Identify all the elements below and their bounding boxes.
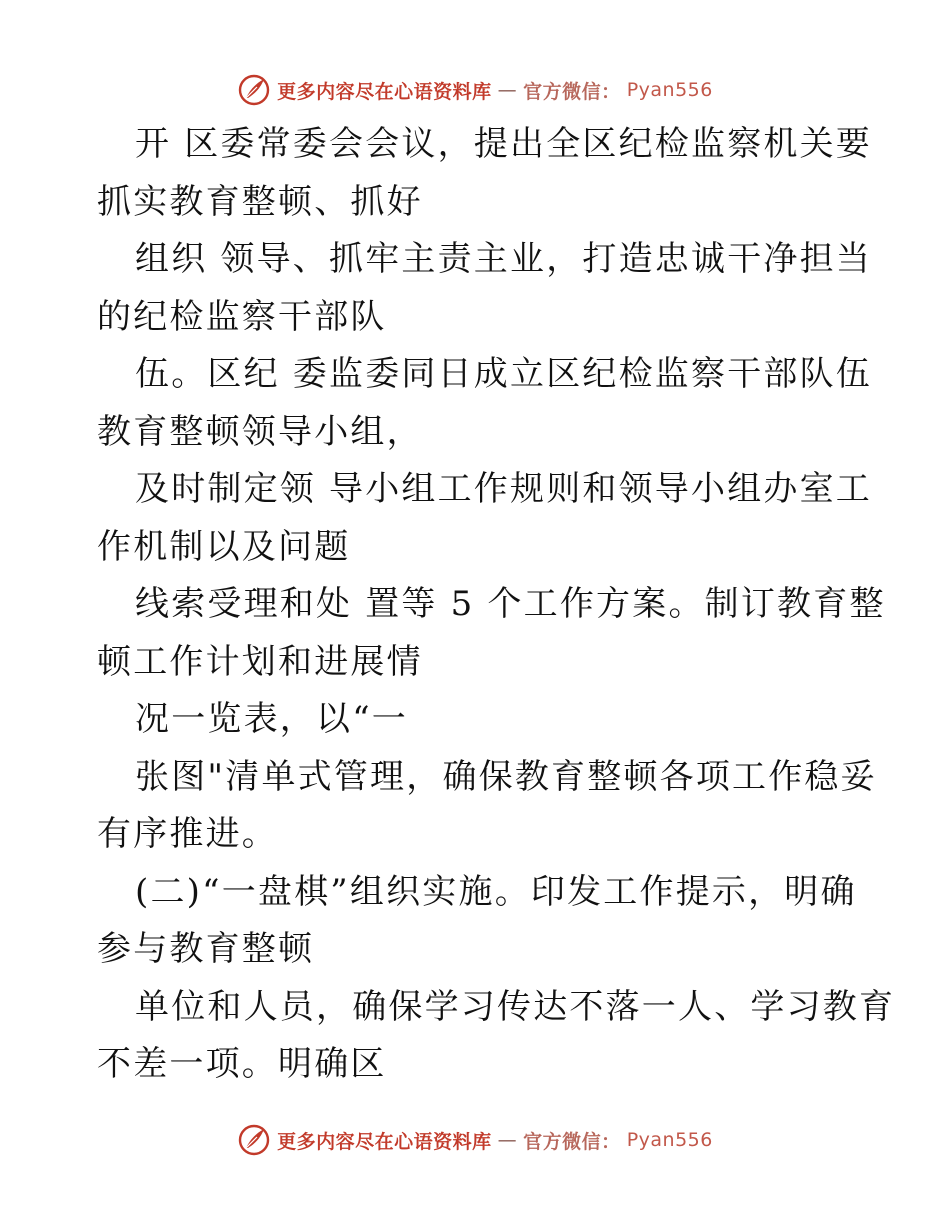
footer-banner bbox=[0, 1120, 950, 1160]
banner-dash: — bbox=[497, 79, 518, 101]
feather-pen-logo-icon bbox=[237, 73, 271, 107]
banner-slogan: 更多内容尽在心语资料库 bbox=[277, 1130, 492, 1153]
text-line: 作机制以及问题 bbox=[97, 526, 351, 567]
text-line: 教育整顿领导小组， bbox=[97, 411, 423, 452]
banner-wechat-label: 官方微信： bbox=[523, 80, 621, 103]
text-line: 伍。区纪 委监委同日成立区纪检监察干部队伍 bbox=[135, 354, 873, 394]
banner-slogan: 更多内容尽在心语资料库 bbox=[277, 80, 492, 103]
feather-pen-logo-icon bbox=[237, 1123, 271, 1157]
text-line: 组织 领导、抓牢主责主业，打造忠诚干净担当 bbox=[135, 239, 873, 279]
text-line: 及时制定领 导小组工作规则和领导小组办室工 bbox=[135, 469, 873, 509]
text-line: 的纪检监察干部队 bbox=[97, 296, 387, 337]
text-line: 单位和人员，确保学习传达不落一人、学习教育 bbox=[135, 986, 896, 1027]
text-line: (二)“一盘棋”组织实施。印发工作提示，明确 bbox=[135, 871, 857, 912]
text-line: 开 区委常委会会议，提出全区纪检监察机关要 bbox=[135, 124, 873, 164]
header-banner bbox=[0, 70, 950, 110]
banner-wechat-label: 官方微信： bbox=[523, 1130, 621, 1153]
text-line: 线索受理和处 置等 5 个工作方案。制订教育整 bbox=[135, 584, 886, 624]
text-line: 有序推进。 bbox=[97, 814, 278, 854]
text-line: 张图"清单式管理，确保教育整顿各项工作稳妥 bbox=[135, 756, 877, 797]
banner-wechat-id: Pyan556 bbox=[626, 1129, 713, 1151]
banner-wechat-id: Pyan556 bbox=[626, 79, 713, 101]
text-line: 不差一项。明确区 bbox=[97, 1044, 387, 1084]
document-body bbox=[97, 116, 896, 1094]
text-line: 参与教育整顿 bbox=[97, 929, 315, 969]
text-line: 抓实教育整顿、抓好 bbox=[97, 181, 423, 222]
text-line: 顿工作计划和进展情 bbox=[97, 641, 423, 682]
text-line: 况一览表，以“一 bbox=[135, 699, 408, 739]
banner-dash: — bbox=[497, 1129, 518, 1151]
